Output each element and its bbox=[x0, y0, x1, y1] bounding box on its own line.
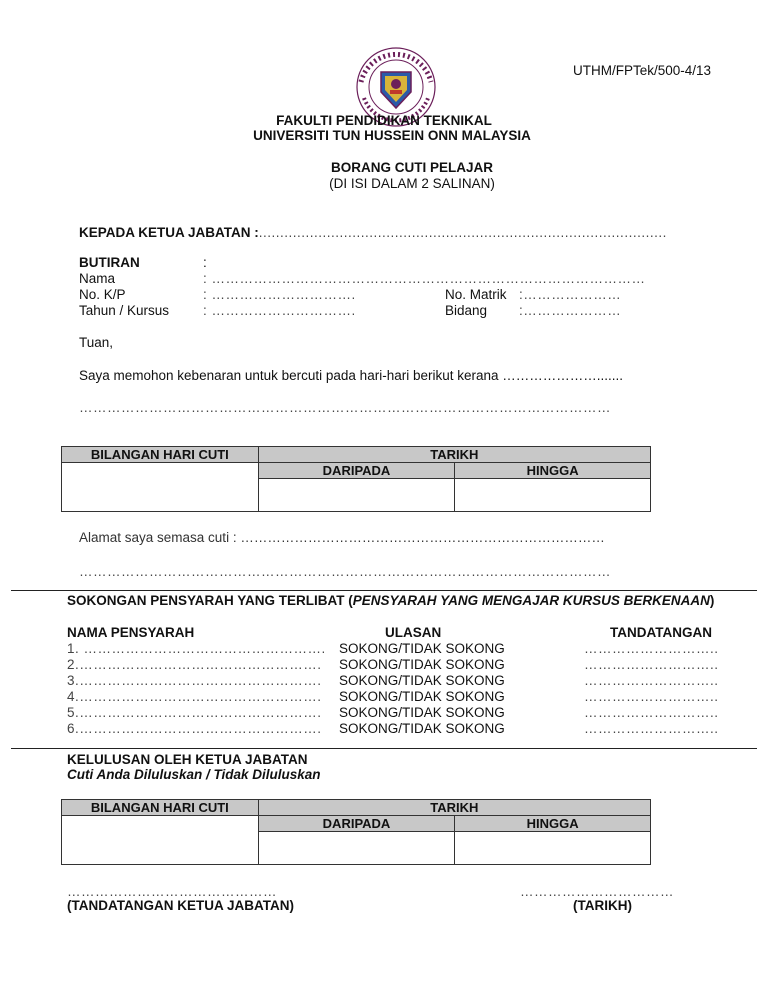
leave-table-2 bbox=[61, 799, 651, 865]
matrik-field[interactable]: :………………… bbox=[519, 287, 622, 302]
support-title: SOKONGAN PENSYARAH YANG TERLIBAT (PENSYARAH YANG MENGAJAR KURSUS BERKENAAN) bbox=[67, 593, 715, 608]
col-date-header: TARIKH bbox=[258, 800, 650, 816]
days-cell[interactable] bbox=[62, 816, 259, 865]
request-line-2[interactable]: …………………………………………………………………………………………………… bbox=[79, 400, 611, 415]
address-line[interactable]: Alamat saya semasa cuti : ……………………………………………………………………… bbox=[79, 530, 605, 545]
details-colon: : bbox=[203, 255, 207, 270]
recipient-label: KEPADA KETUA JABATAN : bbox=[79, 225, 259, 240]
lecturer-name-5[interactable]: 5.……………………………………………. bbox=[67, 705, 322, 720]
bidang-label: Bidang bbox=[445, 303, 488, 318]
comment-1[interactable]: SOKONG/TIDAK SOKONG bbox=[339, 641, 505, 656]
request-line[interactable]: Saya memohon kebenaran untuk bercuti pada hari-hari berikut kerana …………………....... bbox=[79, 368, 624, 383]
col-to-header: HINGGA bbox=[455, 816, 651, 832]
comment-4[interactable]: SOKONG/TIDAK SOKONG bbox=[339, 689, 505, 704]
form-subtitle: (DI ISI DALAM 2 SALINAN) bbox=[329, 176, 495, 191]
kp-field[interactable]: : …………………………. bbox=[203, 287, 356, 302]
recipient-line[interactable] bbox=[79, 225, 667, 240]
salutation: Tuan, bbox=[79, 335, 114, 350]
date-dots[interactable]: …………………………… bbox=[520, 884, 674, 899]
comment-2[interactable]: SOKONG/TIDAK SOKONG bbox=[339, 657, 505, 672]
faculty-name: FAKULTI PENDIDIKAN TEKNIKAL bbox=[276, 113, 492, 128]
lecturer-name-4[interactable]: 4.……………………………………………. bbox=[67, 689, 322, 704]
head-signature-label: (TANDATANGAN KETUA JABATAN) bbox=[67, 898, 294, 913]
col-comment: ULASAN bbox=[385, 625, 442, 640]
to-cell[interactable] bbox=[455, 479, 651, 512]
lecturer-name-6[interactable]: 6.……………………………………………. bbox=[67, 721, 322, 736]
col-from-header: DARIPADA bbox=[258, 816, 455, 832]
address-line-2[interactable]: …………………………………………………………………………………………………… bbox=[79, 564, 611, 579]
col-date-header: TARIKH bbox=[258, 447, 650, 463]
head-signature-dots[interactable]: ……………………………………… bbox=[67, 884, 277, 899]
col-days-header: BILANGAN HARI CUTI bbox=[62, 800, 259, 816]
col-to-header: HINGGA bbox=[455, 463, 651, 479]
tahun-label: Tahun / Kursus bbox=[79, 303, 170, 318]
details-heading: BUTIRAN bbox=[79, 255, 140, 270]
matrik-label: No. Matrik bbox=[445, 287, 507, 302]
signature-3[interactable]: ……………………….. bbox=[584, 673, 719, 688]
approval-title: KELULUSAN OLEH KETUA JABATAN bbox=[67, 752, 308, 767]
to-cell[interactable] bbox=[455, 832, 651, 865]
university-name: UNIVERSITI TUN HUSSEIN ONN MALAYSIA bbox=[253, 128, 531, 143]
signature-5[interactable]: ……………………….. bbox=[584, 705, 719, 720]
signature-6[interactable]: ……………………….. bbox=[584, 721, 719, 736]
comment-3[interactable]: SOKONG/TIDAK SOKONG bbox=[339, 673, 505, 688]
form-title: BORANG CUTI PELAJAR bbox=[330, 160, 493, 175]
col-lecturer-name: NAMA PENSYARAH bbox=[67, 625, 195, 640]
signature-2[interactable]: ……………………….. bbox=[584, 657, 719, 672]
approval-subtitle[interactable]: Cuti Anda Diluluskan / Tidak Diluluskan bbox=[67, 767, 321, 782]
signature-4[interactable]: ……………………….. bbox=[584, 689, 719, 704]
divider bbox=[11, 590, 757, 591]
comment-6[interactable]: SOKONG/TIDAK SOKONG bbox=[339, 721, 505, 736]
days-cell[interactable] bbox=[62, 463, 259, 512]
lecturer-name-1[interactable]: 1. ……………………………………………. bbox=[67, 641, 326, 656]
from-cell[interactable] bbox=[258, 832, 455, 865]
kp-label: No. K/P bbox=[79, 287, 126, 302]
from-cell[interactable] bbox=[258, 479, 455, 512]
form-code: UTHM/FPTek/500-4/13 bbox=[572, 63, 711, 78]
date-label: (TARIKH) bbox=[573, 898, 632, 913]
nama-label: Nama bbox=[79, 271, 116, 286]
signature-1[interactable]: ……………………….. bbox=[584, 641, 719, 656]
recipient-dots: ................................................................................................ bbox=[258, 225, 667, 240]
bidang-field[interactable]: :………………… bbox=[519, 303, 622, 318]
nama-field[interactable]: : ………………………………………………………………………………… bbox=[203, 271, 646, 286]
lecturer-name-2[interactable]: 2.……………………………………………. bbox=[67, 657, 322, 672]
tahun-field[interactable]: : …………………………. bbox=[203, 303, 356, 318]
col-signature: TANDATANGAN bbox=[610, 625, 712, 640]
lecturer-name-3[interactable]: 3.……………………………………………. bbox=[67, 673, 322, 688]
comment-5[interactable]: SOKONG/TIDAK SOKONG bbox=[339, 705, 505, 720]
col-from-header: DARIPADA bbox=[258, 463, 455, 479]
col-days-header: BILANGAN HARI CUTI bbox=[62, 447, 259, 463]
leave-table-1 bbox=[61, 446, 651, 512]
divider bbox=[11, 748, 757, 749]
